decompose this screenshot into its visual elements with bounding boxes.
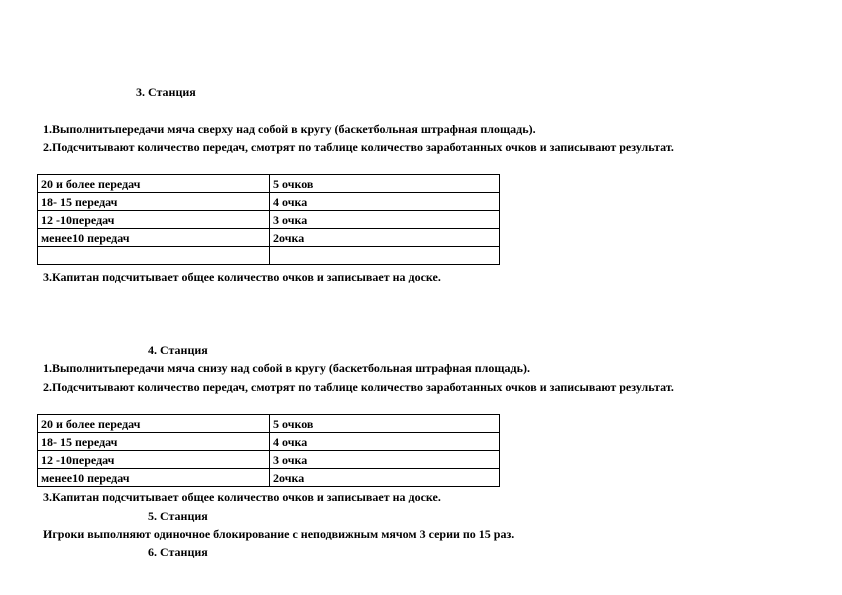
station3-score-table (37, 174, 500, 265)
table-cell: 2очка (270, 229, 500, 247)
station4-step1: 1.Выполнитьпередачи мяча снизу над собой в кругу (баскетбольная штрафная площадь). (43, 361, 530, 375)
table-row (38, 451, 500, 469)
table-row (38, 415, 500, 433)
station3-step3: 3.Капитан подсчитывает общее количество очков и записывает на доске. (43, 270, 441, 284)
table-row (38, 175, 500, 193)
station3-step2: 2.Подсчитывают количество передач, смотрят по таблице количество заработанных очков и записывают результат. (43, 140, 674, 154)
station3-step1: 1.Выполнитьпередачи мяча сверху над собой в кругу (баскетбольная штрафная площадь). (43, 122, 536, 136)
station5-text: Игроки выполняют одиночное блокирование с неподвижным мячом 3 серии по 15 раз. (43, 527, 515, 541)
station5-title: 5. Станция (148, 509, 208, 523)
table-cell: 5 очков (270, 175, 500, 193)
table-row (38, 211, 500, 229)
table-cell: 5 очков (270, 415, 500, 433)
table-cell: 3 очка (270, 451, 500, 469)
table-cell: менее10 передач (38, 469, 270, 487)
station3-title: 3. Станция (136, 85, 196, 99)
table-cell: 12 -10передач (38, 451, 270, 469)
table-cell: 18- 15 передач (38, 433, 270, 451)
station4-step2: 2.Подсчитывают количество передач, смотрят по таблице количество заработанных очков и записывают результат. (43, 380, 674, 394)
table-cell: 4 очка (270, 433, 500, 451)
station4-step3: 3.Капитан подсчитывает общее количество очков и записывает на доске. (43, 490, 441, 504)
station4-title: 4. Станция (148, 343, 208, 357)
table-row (38, 247, 500, 265)
table-row (38, 193, 500, 211)
table-cell: менее10 передач (38, 229, 270, 247)
table-cell (38, 247, 270, 265)
table-cell: 3 очка (270, 211, 500, 229)
station6-title: 6. Станция (148, 545, 208, 559)
table-cell: 2очка (270, 469, 500, 487)
table-row (38, 469, 500, 487)
table-cell: 20 и более передач (38, 175, 270, 193)
table-cell: 18- 15 передач (38, 193, 270, 211)
table-cell: 12 -10передач (38, 211, 270, 229)
station4-score-table (37, 414, 500, 487)
table-cell (270, 247, 500, 265)
table-cell: 20 и более передач (38, 415, 270, 433)
table-cell: 4 очка (270, 193, 500, 211)
table-row (38, 229, 500, 247)
table-row (38, 433, 500, 451)
